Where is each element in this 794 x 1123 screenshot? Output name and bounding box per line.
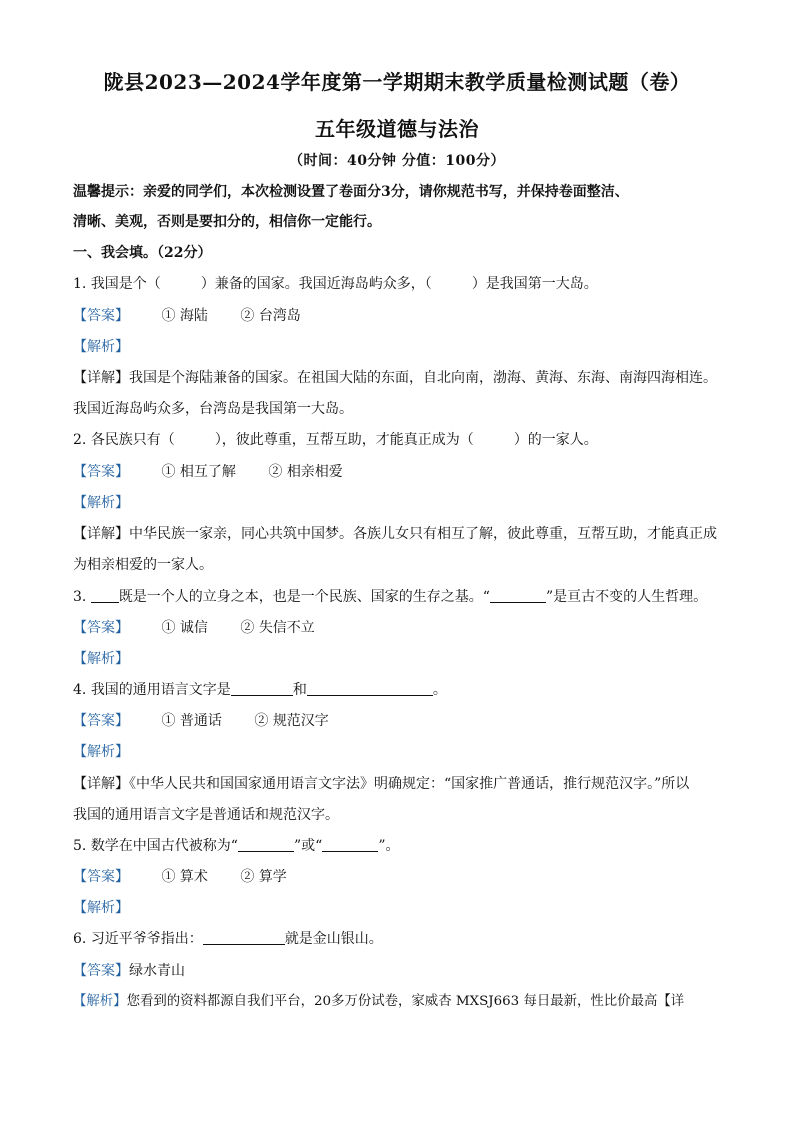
answer-line-5: 【答案】 ① 算术 ② 算学: [73, 869, 287, 885]
analysis-label: 【解析】: [73, 744, 129, 760]
question-6: 6. 习近平爷爷指出： 就是金山银山。: [73, 931, 383, 947]
marker-2: ②: [240, 869, 255, 885]
analysis-label: 【解析】: [73, 339, 129, 355]
question-5: 5. 数学在中国古代被称为“ ”或“ ”。: [73, 838, 400, 854]
question-3: 3. 既是一个人的立身之本，也是一个民族、国家的生存之基。“ ”是亘古不变的人生哲理。: [73, 589, 708, 605]
marker-1: ①: [161, 869, 176, 885]
subject-title: 五年级道德与法治: [315, 117, 479, 141]
question-1: 1. 我国是个（ ）兼备的国家。我国近海岛屿众多，（ ）是我国第一大岛。: [73, 276, 598, 292]
time-score-line: （时间：40分钟 分值：100分）: [288, 153, 506, 169]
question-number: 6.: [73, 931, 87, 947]
answer-line-3: 【答案】 ① 诚信 ② 失信不立: [73, 620, 315, 636]
question-number: 2.: [73, 432, 87, 448]
marker-2: ②: [268, 464, 283, 480]
answer-label: 【答案】: [73, 464, 129, 480]
exam-title: 陇县2023—2024学年度第一学期期末教学质量检测试题（卷）: [103, 70, 691, 94]
question-2: 2. 各民族只有（ ），彼此尊重，互帮互助，才能真正成为（ ）的一家人。: [73, 432, 598, 448]
analysis-label: 【解析】: [73, 495, 129, 511]
marker-1: ①: [161, 620, 176, 636]
question-number: 1.: [73, 276, 87, 292]
answer-label: 【答案】: [73, 308, 129, 324]
detail-4-line-1: 【详解】《中华人民共和国国家通用语言文字法》明确规定：“国家推广普通话，推行规范汉字。”所以: [73, 776, 690, 792]
detail-4-line-2: 我国的通用语言文字是普通话和规范汉字。: [73, 807, 339, 823]
answer-label: 【答案】: [73, 713, 129, 729]
detail-1-line-2: 我国近海岛屿众多，台湾岛是我国第一大岛。: [73, 401, 353, 417]
question-number: 4.: [73, 682, 87, 698]
answer-label: 【答案】: [73, 869, 129, 885]
detail-2-line-2: 为相亲相爱的一家人。: [73, 557, 213, 573]
answer-line-6: 【答案】绿水青山: [73, 963, 185, 979]
question-number: 5.: [73, 838, 87, 854]
detail-1-line-1: 【详解】我国是个海陆兼备的国家。在祖国大陆的东面，自北向南，渤海、黄海、东海、南海四海相连。: [73, 370, 717, 386]
tip-line-1: 温馨提示：亲爱的同学们，本次检测设置了卷面分3分，请你规范书写，并保持卷面整洁、: [73, 184, 629, 200]
answer-label: 【答案】: [73, 963, 129, 979]
detail-label: 【详解】: [73, 526, 129, 542]
marker-2: ②: [254, 713, 269, 729]
detail-label: 【详解】: [73, 370, 129, 386]
section-heading: 一、我会填。（22分）: [73, 245, 212, 261]
question-number: 3.: [73, 589, 87, 605]
answer-line-2: 【答案】 ① 相互了解 ② 相亲相爱: [73, 464, 343, 480]
answer-line-1: 【答案】 ① 海陆 ② 台湾岛: [73, 308, 301, 324]
detail-label: 【详解】: [73, 776, 129, 792]
detail-label-cut: 【详: [657, 994, 685, 1009]
tip-line-2: 清晰、美观，否则是要扣分的，相信你一定能行。: [73, 214, 381, 230]
question-4: 4. 我国的通用语言文字是 和 。: [73, 682, 447, 698]
analysis-label: 【解析】: [73, 994, 127, 1009]
analysis-label: 【解析】: [73, 651, 129, 667]
answer-label: 【答案】: [73, 620, 129, 636]
promo-text: 您看到的资料都源自我们平台，20多万份试卷，家威杏 MXSJ663 每日最新，性比价最高: [126, 994, 658, 1009]
answer-line-4: 【答案】 ① 普通话 ② 规范汉字: [73, 713, 329, 729]
marker-1: ①: [161, 308, 176, 324]
marker-1: ①: [161, 464, 176, 480]
analysis-label: 【解析】: [73, 900, 129, 916]
marker-2: ②: [240, 308, 255, 324]
marker-2: ②: [240, 620, 255, 636]
detail-2-line-1: 【详解】中华民族一家亲，同心共筑中国梦。各族儿女只有相互了解，彼此尊重，互帮互助，才能真正成: [73, 526, 717, 542]
analysis-line-6: [73, 993, 723, 1011]
marker-1: ①: [161, 713, 176, 729]
